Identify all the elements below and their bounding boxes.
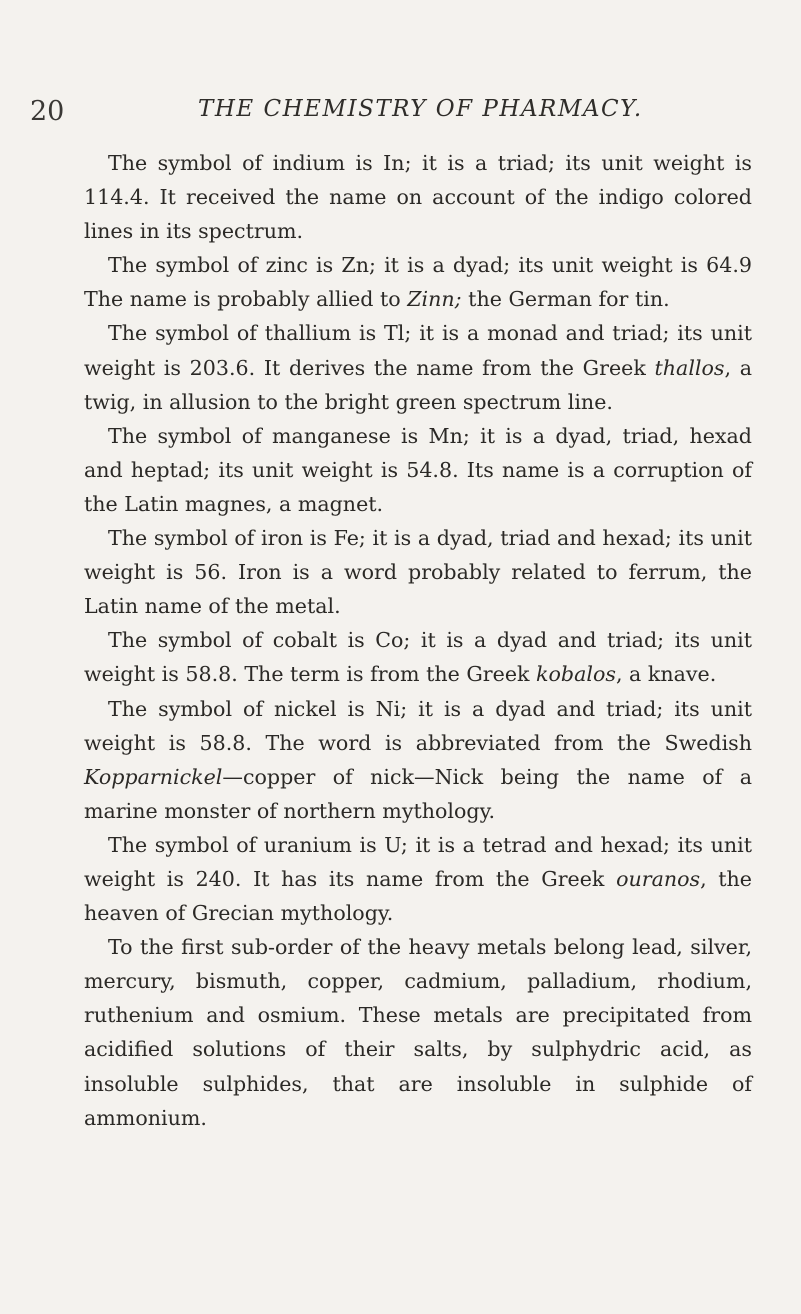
emphasis-term: thallos: [654, 355, 725, 380]
paragraph-text: , a knave.: [615, 662, 717, 687]
paragraph-text: The symbol of thallium is Tl; it is a monad and triad; its unit weight is 203.6. It derives the name from the Greek: [84, 321, 752, 380]
paragraph-text: The symbol of manganese is Mn; it is a dyad, triad, hexad and heptad; its unit weight is 54.8. Its name is a corruption of the Latin magnes, a magnet.: [84, 423, 752, 516]
paragraph-cobalt: [84, 623, 752, 691]
paragraph-text: The symbol of indium is In; it is a triad; its unit weight is 114.4. It received the name on account of the indigo colored lines in its spectrum.: [84, 151, 752, 244]
paragraph-uranium: [84, 828, 752, 930]
paragraph-nickel: [84, 692, 752, 828]
page-header: [30, 96, 761, 136]
emphasis-term: Zinn;: [407, 287, 462, 312]
paragraph-indium: [84, 146, 752, 248]
paragraph-text: , a twig, in allusion to the bright green spectrum line.: [84, 355, 752, 414]
paragraph-text: The symbol of zinc is Zn; it is a dyad; its unit weight is 64.9 The name is probably allied to: [84, 253, 752, 312]
paragraph-text: The symbol of uranium is U; it is a tetrad and hexad; its unit weight is 240. It has its name from the Greek: [84, 832, 752, 891]
page-number: 20: [30, 96, 65, 127]
paragraph-text: The symbol of iron is Fe; it is a dyad, triad and hexad; its unit weight is 56. Iron is a word probably related to ferrum, the Latin name of the metal.: [84, 526, 752, 619]
paragraph-iron: [84, 521, 752, 623]
paragraph-text: , the heaven of Grecian mythology.: [84, 866, 752, 926]
emphasis-term: ouranos: [616, 866, 701, 891]
emphasis-term: kobalos: [536, 662, 616, 687]
page-body: [84, 146, 752, 1135]
paragraph-text: the German for tin.: [461, 287, 670, 312]
paragraph-text: To the first sub-order of the heavy metals belong lead, silver, mercury, bismuth, copper, cadmium, palladium, rhodium, ruthenium and osmium. These metals are precipitated from acidified solutions of their salts, by sulphydric acid, as insoluble sulphides, that are insoluble in sulphide of ammonium.: [84, 935, 752, 1130]
emphasis-term: Kopparnickel: [84, 764, 223, 789]
paragraph-text: The symbol of nickel is Ni; it is a dyad and triad; its unit weight is 58.8. The word is abbreviated from the Swedish: [84, 696, 752, 755]
paragraph-text: The symbol of cobalt is Co; it is a dyad and triad; its unit weight is 58.8. The term is from the Greek: [84, 628, 752, 687]
paragraph-heavy-metals: [84, 930, 752, 1135]
paragraph-text: —copper of nick—Nick being the name of a marine monster of northern mythology.: [84, 764, 752, 823]
paragraph-thallium: [84, 316, 752, 418]
paragraph-manganese: [84, 419, 752, 521]
paragraph-zinc: [84, 248, 752, 316]
running-title: THE CHEMISTRY OF PHARMACY.: [198, 96, 643, 122]
